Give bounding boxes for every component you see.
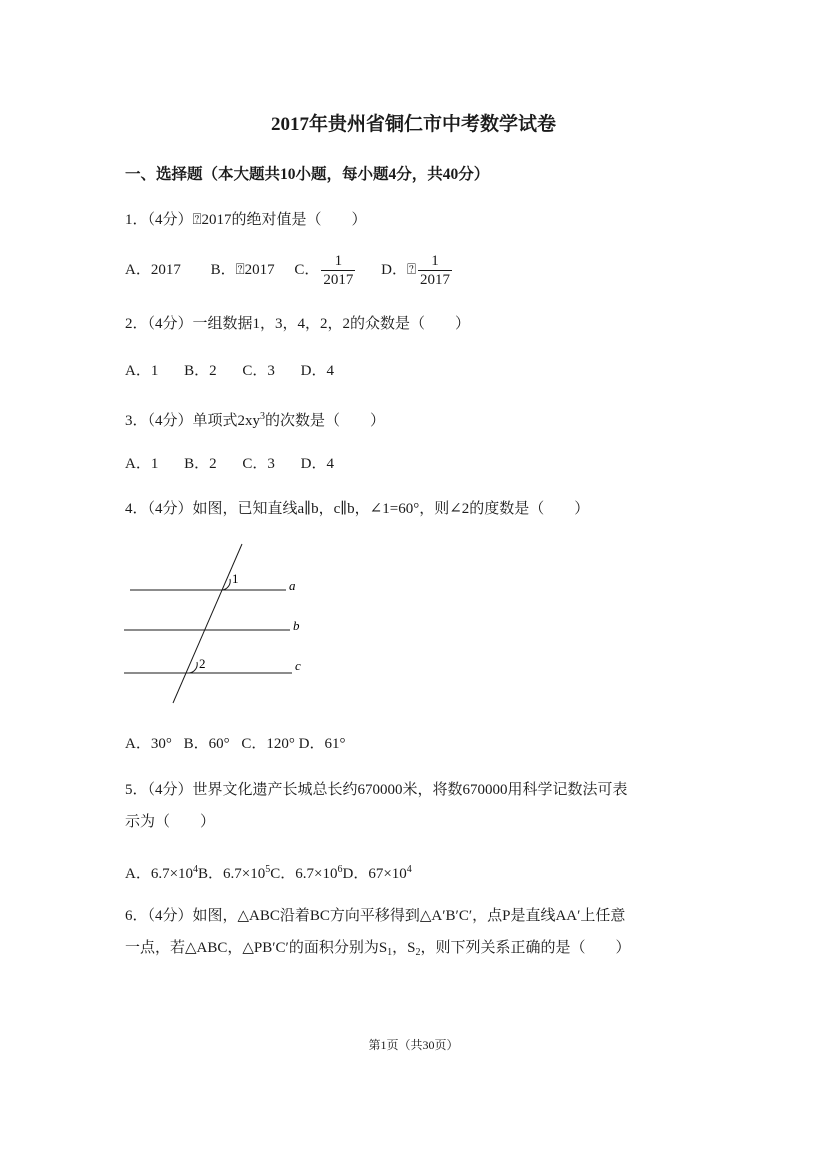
question-3-options [125, 454, 334, 474]
question-1-stem: 1．（4分）⍰2017的绝对值是（ ） [125, 212, 367, 228]
q5-option-c [270, 860, 342, 884]
q5-option-b-exponent: 5 [265, 864, 271, 875]
q2-option-c: C．3 [242, 363, 275, 379]
fraction-denominator: 2017 [419, 272, 450, 288]
q6-subscript-2: 2 [415, 947, 421, 958]
parallel-lines-figure [118, 538, 318, 708]
q4-option-b: B．60° [183, 736, 230, 752]
q5-option-a [125, 860, 198, 884]
question-1-options [125, 252, 454, 289]
q4-option-a: A．30° [125, 736, 172, 752]
q5-option-b-base: B．6.7×10 [198, 866, 266, 882]
fraction-numerator: 1 [431, 253, 439, 269]
angle-2-label: 2 [199, 656, 206, 671]
question-2-stem: 2．（4分）一组数据1，3，4，2，2的众数是（ ） [125, 316, 471, 332]
q6-stem-middle: ，S [392, 940, 416, 956]
q1-option-c-prefix: C． [294, 261, 320, 278]
q5-option-c-exponent: 6 [337, 864, 343, 875]
q6-subscript-1: 1 [387, 947, 393, 958]
q5-option-d [342, 860, 411, 884]
question-2-options [125, 361, 334, 381]
q3-option-a: A．1 [125, 456, 159, 472]
q1-option-a: A．2017 [125, 261, 181, 278]
question-3-stem [125, 407, 385, 431]
page-number-footer: 第1页（共30页） [368, 1038, 459, 1052]
q1-option-d-prefix: D．⍰ [381, 261, 416, 278]
q4-option-d: D．61° [298, 736, 346, 752]
question-6-stem-line-1: 6．（4分）如图，△ABC沿着BC方向平移得到△A′B′C′，点P是直线AA′上任意 [125, 908, 626, 924]
line-b-label: b [293, 618, 300, 633]
q3-stem-end: 的次数是（ ） [265, 413, 386, 429]
angle-1-label: 1 [232, 571, 239, 586]
section-heading: 一、选择题（本大题共10小题，每小题4分，共40分） [125, 166, 490, 183]
q6-stem-start: 一点，若△ABC，△PB′C′的面积分别为S [125, 940, 388, 956]
q2-option-a: A．1 [125, 363, 159, 379]
q3-stem-start: 3．（4分）单项式2xy [125, 413, 261, 429]
q5-option-a-exponent: 4 [193, 864, 199, 875]
q1-option-c [294, 252, 357, 289]
line-a-label: a [289, 578, 296, 593]
q5-option-a-base: A．6.7×10 [125, 866, 194, 882]
question-4-options [125, 734, 345, 754]
q2-option-d: D．4 [300, 363, 334, 379]
q5-option-d-base: D．67×10 [342, 866, 407, 882]
transversal-line [173, 544, 242, 703]
q5-option-d-exponent: 4 [406, 864, 412, 875]
question-5-options [125, 860, 412, 884]
q3-option-b: B．2 [184, 456, 217, 472]
q1-option-d [381, 252, 454, 289]
q5-option-b [198, 860, 270, 884]
question-5-stem-line-1: 5．（4分）世界文化遗产长城总长约670000米，将数670000用科学记数法可表 [125, 782, 628, 798]
q4-option-c: C．120° [241, 736, 295, 752]
question-4-stem: 4．（4分）如图，已知直线a∥b，c∥b，∠1=60°，则∠2的度数是（ ） [125, 501, 590, 517]
q3-exponent: 3 [260, 411, 266, 422]
question-5-stem-line-2: 示为（ ） [125, 814, 216, 830]
fraction-denominator: 2017 [323, 272, 354, 288]
q1-option-b: B．⍰2017 [210, 261, 275, 278]
q1-option-d-fraction [418, 252, 452, 289]
fraction-numerator: 1 [334, 253, 343, 269]
question-6-stem-line-2 [125, 938, 631, 963]
line-c-label: c [295, 658, 301, 673]
q3-option-c: C．3 [242, 456, 275, 472]
q2-option-b: B．2 [184, 363, 217, 379]
q6-stem-end: ，则下列关系正确的是（ ） [420, 940, 631, 956]
q5-option-c-base: C．6.7×10 [270, 866, 338, 882]
page-title: 2017年贵州省铜仁市中考数学试卷 [270, 114, 556, 135]
q3-option-d: D．4 [300, 456, 334, 472]
q1-option-c-fraction [321, 252, 355, 289]
